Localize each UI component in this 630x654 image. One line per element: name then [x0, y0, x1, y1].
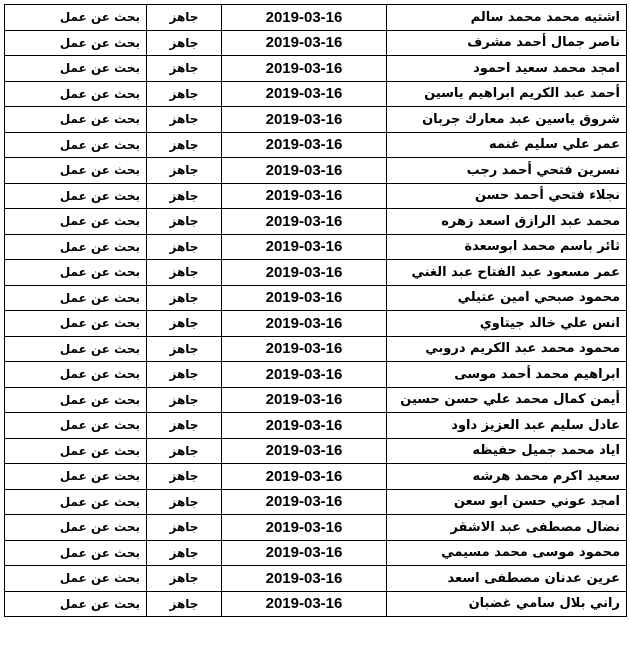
registration-date-cell: 2019-03-16 [222, 540, 387, 566]
readiness-cell: جاهز [147, 209, 222, 235]
applicant-name-cell: اياد محمد جميل حفيظه [387, 438, 627, 464]
registration-date-cell: 2019-03-16 [222, 260, 387, 286]
readiness-cell: جاهز [147, 30, 222, 56]
readiness-cell: جاهز [147, 285, 222, 311]
applicant-name-cell: محمد عبد الرازق اسعد زهره [387, 209, 627, 235]
employment-status-cell: بحث عن عمل [5, 260, 147, 286]
table-row [5, 489, 627, 515]
employment-status-cell: بحث عن عمل [5, 183, 147, 209]
applicant-name-cell: ثائر باسم محمد ابوسعدة [387, 234, 627, 260]
applicant-name-cell: أيمن كمال محمد علي حسن حسين [387, 387, 627, 413]
applicant-name-cell: ناصر جمال أحمد مشرف [387, 30, 627, 56]
registration-date-cell: 2019-03-16 [222, 107, 387, 133]
employment-status-cell: بحث عن عمل [5, 158, 147, 184]
applicant-name-cell: عادل سليم عبد العزيز داود [387, 413, 627, 439]
table-row [5, 285, 627, 311]
applicant-name-cell: محمود صبحي امين عتيلي [387, 285, 627, 311]
readiness-cell: جاهز [147, 438, 222, 464]
applicant-name-cell: راني بلال سامي غضبان [387, 591, 627, 617]
readiness-cell: جاهز [147, 234, 222, 260]
registration-date-cell: 2019-03-16 [222, 30, 387, 56]
records-table-body [5, 5, 627, 617]
applicant-name-cell: عرين عدنان مصطفى اسعد [387, 566, 627, 592]
table-row [5, 438, 627, 464]
table-row [5, 387, 627, 413]
registration-date-cell: 2019-03-16 [222, 515, 387, 541]
applicant-name-cell: انس علي خالد جيتاوي [387, 311, 627, 337]
employment-status-cell: بحث عن عمل [5, 464, 147, 490]
applicant-name-cell: عمر علي سليم غنمه [387, 132, 627, 158]
employment-status-cell: بحث عن عمل [5, 209, 147, 235]
table-row [5, 540, 627, 566]
registration-date-cell: 2019-03-16 [222, 132, 387, 158]
readiness-cell: جاهز [147, 413, 222, 439]
applicant-name-cell: سعيد اكرم محمد هرشه [387, 464, 627, 490]
employment-status-cell: بحث عن عمل [5, 234, 147, 260]
registration-date-cell: 2019-03-16 [222, 464, 387, 490]
table-row [5, 5, 627, 31]
employment-status-cell: بحث عن عمل [5, 413, 147, 439]
registration-date-cell: 2019-03-16 [222, 81, 387, 107]
readiness-cell: جاهز [147, 515, 222, 541]
table-row [5, 209, 627, 235]
readiness-cell: جاهز [147, 387, 222, 413]
registration-date-cell: 2019-03-16 [222, 591, 387, 617]
employment-status-cell: بحث عن عمل [5, 107, 147, 133]
table-row [5, 464, 627, 490]
employment-status-cell: بحث عن عمل [5, 591, 147, 617]
employment-status-cell: بحث عن عمل [5, 387, 147, 413]
readiness-cell: جاهز [147, 183, 222, 209]
registration-date-cell: 2019-03-16 [222, 489, 387, 515]
readiness-cell: جاهز [147, 336, 222, 362]
table-row [5, 591, 627, 617]
registration-date-cell: 2019-03-16 [222, 183, 387, 209]
employment-status-cell: بحث عن عمل [5, 362, 147, 388]
records-table [4, 4, 627, 617]
applicant-name-cell: نجلاء فتحي أحمد حسن [387, 183, 627, 209]
applicant-name-cell: امجد عوني حسن ابو سعن [387, 489, 627, 515]
table-row [5, 183, 627, 209]
registration-date-cell: 2019-03-16 [222, 438, 387, 464]
table-row [5, 30, 627, 56]
applicant-name-cell: امجد محمد سعيد احمود [387, 56, 627, 82]
employment-status-cell: بحث عن عمل [5, 81, 147, 107]
readiness-cell: جاهز [147, 540, 222, 566]
table-row [5, 336, 627, 362]
registration-date-cell: 2019-03-16 [222, 362, 387, 388]
registration-date-cell: 2019-03-16 [222, 234, 387, 260]
employment-status-cell: بحث عن عمل [5, 56, 147, 82]
applicant-name-cell: نضال مصطفى عبد الاشقر [387, 515, 627, 541]
readiness-cell: جاهز [147, 56, 222, 82]
readiness-cell: جاهز [147, 81, 222, 107]
applicant-name-cell: شروق ياسين عبد معارك جربان [387, 107, 627, 133]
registration-date-cell: 2019-03-16 [222, 158, 387, 184]
table-row [5, 566, 627, 592]
readiness-cell: جاهز [147, 260, 222, 286]
employment-status-cell: بحث عن عمل [5, 311, 147, 337]
applicant-name-cell: محمود محمد عبد الكريم دروبي [387, 336, 627, 362]
applicant-name-cell: ابراهيم محمد أحمد موسى [387, 362, 627, 388]
employment-status-cell: بحث عن عمل [5, 438, 147, 464]
readiness-cell: جاهز [147, 464, 222, 490]
employment-status-cell: بحث عن عمل [5, 489, 147, 515]
records-sheet [4, 4, 626, 617]
applicant-name-cell: اشتيه محمد محمد سالم [387, 5, 627, 31]
table-row [5, 56, 627, 82]
employment-status-cell: بحث عن عمل [5, 285, 147, 311]
registration-date-cell: 2019-03-16 [222, 5, 387, 31]
registration-date-cell: 2019-03-16 [222, 285, 387, 311]
readiness-cell: جاهز [147, 362, 222, 388]
readiness-cell: جاهز [147, 311, 222, 337]
readiness-cell: جاهز [147, 489, 222, 515]
readiness-cell: جاهز [147, 132, 222, 158]
table-row [5, 260, 627, 286]
registration-date-cell: 2019-03-16 [222, 56, 387, 82]
employment-status-cell: بحث عن عمل [5, 540, 147, 566]
employment-status-cell: بحث عن عمل [5, 132, 147, 158]
registration-date-cell: 2019-03-16 [222, 387, 387, 413]
registration-date-cell: 2019-03-16 [222, 413, 387, 439]
employment-status-cell: بحث عن عمل [5, 515, 147, 541]
registration-date-cell: 2019-03-16 [222, 311, 387, 337]
table-row [5, 158, 627, 184]
applicant-name-cell: نسرين فتحي أحمد رجب [387, 158, 627, 184]
readiness-cell: جاهز [147, 566, 222, 592]
employment-status-cell: بحث عن عمل [5, 336, 147, 362]
registration-date-cell: 2019-03-16 [222, 566, 387, 592]
table-row [5, 311, 627, 337]
table-row [5, 107, 627, 133]
table-row [5, 515, 627, 541]
applicant-name-cell: أحمد عبد الكريم ابراهيم ياسين [387, 81, 627, 107]
registration-date-cell: 2019-03-16 [222, 209, 387, 235]
registration-date-cell: 2019-03-16 [222, 336, 387, 362]
table-row [5, 413, 627, 439]
table-row [5, 234, 627, 260]
readiness-cell: جاهز [147, 107, 222, 133]
employment-status-cell: بحث عن عمل [5, 566, 147, 592]
employment-status-cell: بحث عن عمل [5, 5, 147, 31]
table-row [5, 362, 627, 388]
table-row [5, 132, 627, 158]
readiness-cell: جاهز [147, 5, 222, 31]
readiness-cell: جاهز [147, 591, 222, 617]
employment-status-cell: بحث عن عمل [5, 30, 147, 56]
applicant-name-cell: محمود موسى محمد مسيمي [387, 540, 627, 566]
readiness-cell: جاهز [147, 158, 222, 184]
applicant-name-cell: عمر مسعود عبد الفتاح عبد الغني [387, 260, 627, 286]
table-row [5, 81, 627, 107]
